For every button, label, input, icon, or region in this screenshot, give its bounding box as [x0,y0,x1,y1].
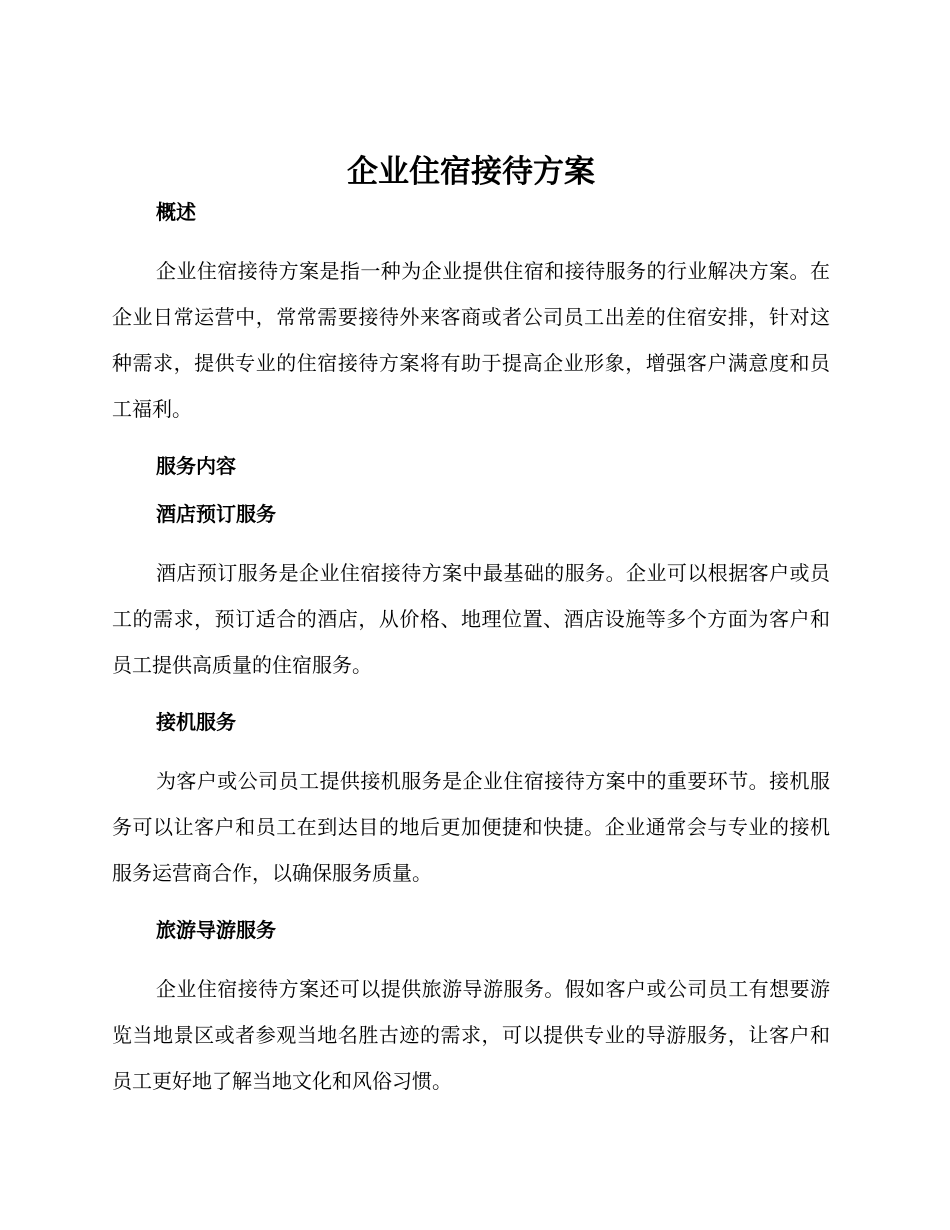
tour-guide-heading: 旅游导游服务 [156,918,276,942]
airport-pickup-paragraph: 为客户或公司员工提供接机服务是企业住宿接待方案中的重要环节。接机服务可以让客户和员工在到达目的地后更加便捷和快捷。企业通常会与专业的接机服务运营商合作，以确保服务质量。 [112,769,830,885]
hotel-booking-paragraph: 酒店预订服务是企业住宿接待方案中最基础的服务。企业可以根据客户或员工的需求，预订适合的酒店，从价格、地理位置、酒店设施等多个方面为客户和员工提供高质量的住宿服务。 [112,561,830,677]
tour-guide-paragraph: 企业住宿接待方案还可以提供旅游导游服务。假如客户或公司员工有想要游览当地景区或者参观当地名胜古迹的需求，可以提供专业的导游服务，让客户和员工更好地了解当地文化和风俗习惯。 [112,977,830,1093]
overview-paragraph: 企业住宿接待方案是指一种为企业提供住宿和接待服务的行业解决方案。在企业日常运营中，常常需要接待外来客商或者公司员工出差的住宿安排，针对这种需求，提供专业的住宿接待方案将有助于提高企业形象，增强客户满意度和员工福利。 [112,259,830,421]
document-page [112,150,830,1104]
airport-pickup-heading: 接机服务 [156,710,236,734]
document-title: 企业住宿接待方案 [347,154,595,190]
hotel-booking-heading: 酒店预订服务 [156,502,276,526]
services-heading: 服务内容 [156,454,236,478]
overview-heading: 概述 [156,200,196,224]
